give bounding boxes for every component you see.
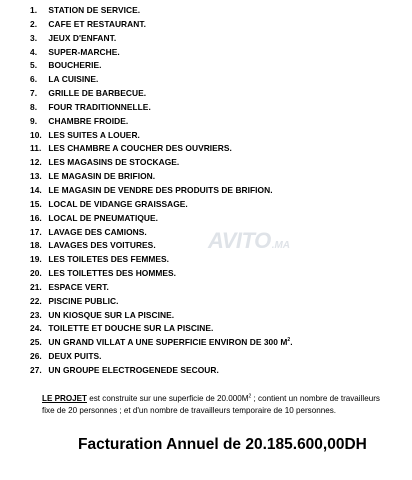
list-item — [30, 198, 293, 212]
item-number: 15. — [30, 198, 42, 209]
item-text: GRILLE DE BARBECUE. — [48, 88, 147, 99]
list-item — [30, 32, 293, 46]
item-text: BOUCHERIE. — [48, 60, 102, 71]
item-number: 8. — [30, 101, 38, 112]
watermark-main: AVITO — [208, 228, 271, 253]
list-item — [30, 267, 293, 281]
item-text: LAVAGES DES VOITURES. — [48, 240, 156, 251]
item-text: LES MAGASINS DE STOCKAGE. — [48, 157, 180, 168]
item-number: 18. — [30, 240, 42, 251]
item-number: 6. — [30, 74, 38, 85]
list-item — [30, 309, 293, 323]
item-text: LES TOILETTES DES HOMMES. — [48, 268, 177, 279]
avito-watermark-logo — [208, 228, 290, 254]
list-item — [30, 156, 293, 170]
list-item — [30, 295, 293, 309]
list-item — [30, 350, 293, 364]
list-item — [30, 115, 293, 129]
item-text: LES TOILETES DES FEMMES. — [48, 254, 170, 265]
item-text: SUPER-MARCHE. — [48, 46, 120, 57]
item-text: UN GROUPE ELECTROGENEDE SECOUR. — [48, 364, 219, 375]
item-number: 24. — [30, 323, 42, 334]
item-text: CAFE ET RESTAURANT. — [48, 18, 146, 29]
item-number: 3. — [30, 32, 38, 43]
list-item — [30, 46, 293, 60]
item-number: 13. — [30, 171, 42, 182]
project-lead: LE PROJET — [42, 394, 87, 403]
item-text: FOUR TRADITIONNELLE. — [48, 101, 151, 112]
list-item — [30, 101, 293, 115]
item-number: 5. — [30, 60, 38, 71]
list-item — [30, 4, 293, 18]
item-number: 4. — [30, 46, 38, 57]
list-item — [30, 142, 293, 156]
item-number: 20. — [30, 268, 42, 279]
item-number: 22. — [30, 295, 42, 306]
list-item — [30, 129, 293, 143]
item-text: LAVAGE DES CAMIONS. — [48, 226, 147, 237]
item-text: LE MAGASIN DE VENDRE DES PRODUITS DE BRIFION. — [48, 184, 273, 195]
item-text: LA CUISINE. — [48, 74, 99, 85]
list-item — [30, 253, 293, 267]
item-number: 10. — [30, 129, 42, 140]
item-number: 19. — [30, 254, 42, 265]
list-item — [30, 281, 293, 295]
item-text: UN GRAND VILLAT A UNE SUPERFICIE ENVIRON DE 300 M — [48, 337, 288, 348]
watermark-suffix: .MA — [271, 240, 291, 251]
item-number: 2. — [30, 18, 38, 29]
list-item — [30, 18, 293, 32]
annual-billing: Facturation Annuel de 20.185.600,00DH — [78, 436, 367, 453]
list-item — [30, 212, 293, 226]
item-number: 17. — [30, 226, 42, 237]
item-text: LES CHAMBRE A COUCHER DES OUVRIERS. — [48, 143, 232, 154]
item-text: DEUX PUITS. — [48, 351, 102, 362]
list-item — [30, 59, 293, 73]
item-number: 21. — [30, 281, 42, 292]
item-number: 9. — [30, 115, 38, 126]
superscript-two: 2 — [248, 393, 252, 400]
item-number: 7. — [30, 88, 38, 99]
list-item — [30, 170, 293, 184]
list-item — [30, 184, 293, 198]
item-number: 1. — [30, 5, 38, 15]
item-text: LE MAGASIN DE BRIFION. — [48, 171, 156, 182]
list-item — [30, 364, 293, 378]
item-text: TOILETTE ET DOUCHE SUR LA PISCINE. — [48, 323, 214, 334]
facilities-list — [30, 4, 293, 378]
description-text: est construite sur une superficie de 20.000M — [86, 394, 249, 403]
item-number: 25. — [30, 337, 42, 348]
list-item — [30, 322, 293, 336]
item-text: PISCINE PUBLIC. — [48, 295, 119, 306]
item-text: LOCAL DE VIDANGE GRAISSAGE. — [48, 198, 188, 209]
item-number: 23. — [30, 309, 42, 320]
list-item — [30, 73, 293, 87]
item-number: 12. — [30, 157, 42, 168]
list-item — [30, 336, 293, 350]
item-text: ESPACE VERT. — [48, 281, 109, 292]
description-text-end: ; contient un nombre de travailleurs fixe de 20 personnes ; et d'un nombre de travailleurs temporaire de 10 personnes. — [42, 394, 380, 415]
item-number: 14. — [30, 184, 42, 195]
item-text: UN KIOSQUE SUR LA PISCINE. — [48, 309, 175, 320]
item-text: STATION DE SERVICE. — [48, 5, 141, 15]
item-number: 11. — [30, 143, 42, 154]
item-text: LES SUITES A LOUER. — [48, 129, 140, 140]
superscript-two: 2 — [287, 337, 291, 344]
item-text-end: . — [290, 337, 293, 348]
item-number: 27. — [30, 364, 42, 375]
list-item — [30, 87, 293, 101]
item-text: LOCAL DE PNEUMATIQUE. — [48, 212, 159, 223]
item-number: 26. — [30, 351, 42, 362]
project-description — [42, 393, 387, 417]
item-text: JEUX D'ENFANT. — [48, 32, 117, 43]
item-number: 16. — [30, 212, 42, 223]
item-text: CHAMBRE FROIDE. — [48, 115, 129, 126]
